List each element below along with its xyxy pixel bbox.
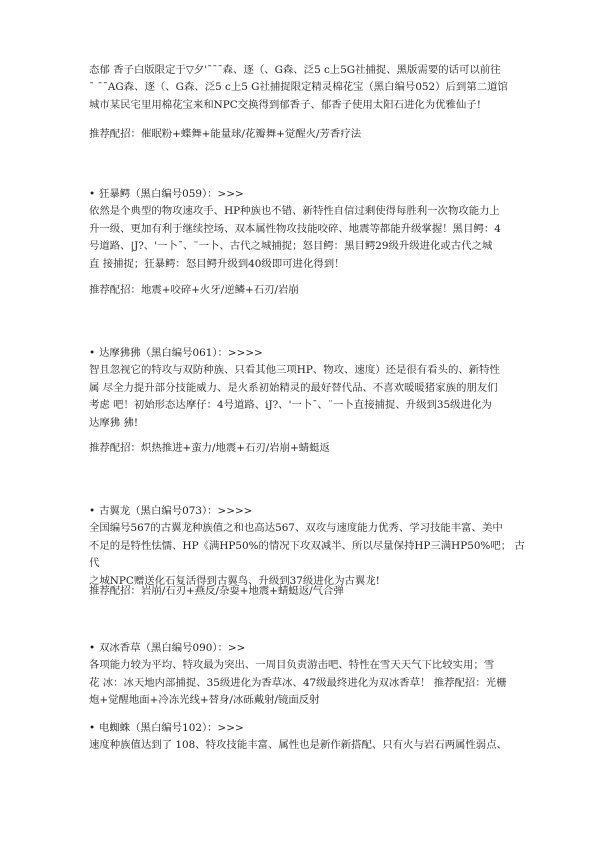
heading-text: 狂暴鳄（黑白编号059）：>>> <box>99 188 244 200</box>
section-heading <box>89 720 529 737</box>
section-heading <box>89 503 529 520</box>
heading-text: 电蜘蛛（黑白编号102）：>>> <box>99 722 244 734</box>
bullet-icon: • <box>89 347 96 359</box>
section-heading <box>89 640 529 657</box>
intro-paragraph <box>89 62 529 114</box>
body-line: 炮+觉醒地面+冷冻光线+替身/冰砾戴射/镜面反射 <box>89 694 320 707</box>
bullet-icon: • <box>89 188 96 200</box>
body-line: 达摩狒 狒! <box>89 416 139 429</box>
section-recommend: 推荐配招：地震+咬碎+火牙/逆鳞+石刃/岩崩 <box>89 284 299 296</box>
body-line: 智且忽视它的特攻与双防种族、只看其他三项HP、物攻、速度）还是很有看头的、新特性 <box>89 364 500 377</box>
heading-text: 古翼龙（黑白编号073）：>>>> <box>99 505 253 517</box>
body-line: 全国编号567的古翼龙种族值之和也高达567、双攻与速度能力优秀、学习技能丰富、美中 <box>89 522 503 535</box>
body-line: 属 尽全力提升部分技能威力、是火系初始精灵的最好替代品、不喜欢暖暖猪家族的朋友们 <box>89 381 498 394</box>
intro-line: 态郁 香子白版限定于▽夕'¯¯¯森、逐（、G森、泛5 c上5G社捕捉、黑版需要的话可以前往 <box>89 64 501 76</box>
body-line: 升一级、更加有利于继续控场、双本属性物攻技能咬碎、地震等都能升级掌握！黑目鳄：4 <box>89 222 501 235</box>
section-galvantula <box>89 720 529 755</box>
body-line: 各项能力较为平均、特攻最为突出、一周目负责游击吧、特性在雪天天气下比较实用；雪 <box>89 659 495 672</box>
body-line: 不足的是特性怯懦、HP《满HP50%的情况下攻双减半、所以尽量保持HP三满HP50%吧； 古代 <box>89 539 525 570</box>
body-line: 之城NPC赠送化石复活得到古翼鸟、升级到37级进化为古翼龙! <box>89 574 380 587</box>
section-vanilluxe <box>89 640 529 710</box>
intro-recommend: 推荐配招：催眠粉+蝶舞+能量球/花瓣舞+觉醒火/芳香疗法 <box>89 128 362 140</box>
section-recommend: 推荐配招：炽热推进+蛮力/地震+石刃/岩崩+蜻蜓返 <box>89 442 330 454</box>
body-line: 速度种族值达到了 108、特攻技能丰富、属性也是新作新搭配、只有火与岩石两属性弱点、 <box>89 739 507 752</box>
section-krookodile <box>89 186 529 273</box>
body-line: 依然是个典型的物攻速攻手、HP种族也不错、新特性自信过剩使得每胜利一次物攻能力上 <box>89 205 500 218</box>
section-recommend: 推荐配招：岩崩/石刃+燕反/杂耍+地震+蜻蜓返/气合弹 <box>89 585 344 597</box>
body-line: 号道路、|J?、'一卜¯、¨一卜、古代之城捕捉；怒目鳄：黑目鳄29级升级进化或古代之城 <box>89 240 493 253</box>
body-line: 直 接捕捉；狂暴鳄：怒目鳄升级到40级即可进化得到！ <box>89 257 345 270</box>
body-line: 考虑 吧！初始形态达摩仔：4号道路、iJ?、'一卜¯、¨一卜直接捕捉、升级到35级进化为 <box>89 399 492 412</box>
section-archeops <box>89 503 529 590</box>
body-line: 花 冰：冰天地内部捕捉、35级进化为香草冰、47级最终进化为双冰香草！ 推荐配招：光栅 <box>89 676 507 689</box>
heading-text: 双冰香草（黑白编号090）：>> <box>99 642 246 654</box>
section-darmanitan <box>89 345 529 432</box>
bullet-icon: • <box>89 505 96 517</box>
intro-line: 城市某民宅里用棉花宝来和NPC交换得到郁香子、郁香子使用太阳石进化为优雅仙子! <box>89 98 481 111</box>
section-heading <box>89 186 529 203</box>
bullet-icon: • <box>89 642 96 654</box>
bullet-icon: • <box>89 722 96 734</box>
intro-line: ¯ ¯¯AG森、逐（、G森、泛5 c上5 G社捕捉限定精灵棉花宝（黑白编号052）后到第二道馆 <box>89 81 508 94</box>
heading-text: 达摩狒狒（黑白编号061）：>>>> <box>99 347 263 359</box>
section-heading <box>89 345 529 362</box>
